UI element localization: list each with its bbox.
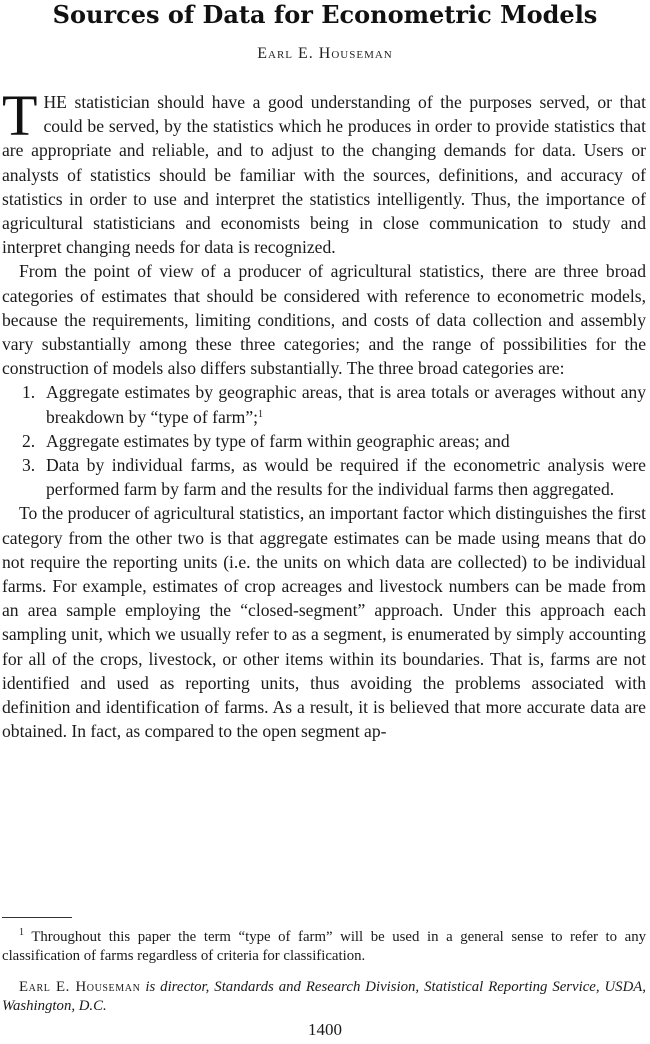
footnote-marker: 1 [19, 927, 24, 938]
drop-cap: T [2, 83, 38, 148]
footnote [2, 928, 646, 966]
paragraph-producer: To the producer of agricultural statistics, an important factor which distinguishes the first category from the other two is that aggregate estimates can be made using means that do not require the reporting units (i.e. the units on which data are collected) to be individual farms. For example, estimates of crop acreages and livestock numbers can be made from an area sample employing the “closed-segment” approach. Under this approach each sampling unit, which we usually refer to as a segment, is enumerated by simply accounting for all of the crops, livestock, or other items within its boundaries. That is, farms are not identified and used as reporting units, thus avoiding the problems associated with definition and identification of farms. As a result, it is believed that more accurate data are obtained. In fact, as compared to the open segment ap- [2, 503, 646, 742]
category-list [2, 380, 646, 501]
list-item-text: Data by individual farms, as would be required if the econometric analysis were performed farm by farm and the results for the individual farms then aggregated. [46, 455, 646, 500]
list-item-text: Aggregate estimates by geographic areas, that is area totals or averages without any breakdown by “type of farm”; [46, 382, 646, 427]
article-author: Earl E. Houseman [257, 45, 393, 62]
intro-paragraph [2, 83, 646, 259]
list-item [2, 429, 646, 453]
intro-text: HE statistician should have a good understanding of the purposes served, or that could be served, by the statistics which he produces in order to provide statistics that are appropriate and reliable, and to adjust to the changing demands for data. Users or analysts of statistics should be familiar with the sources, definitions, and accuracy of statistics in order to use and interpret the statistics intelligently. Thus, the importance of agricultural statisticians and economists being in close communication to study and interpret changing needs for data is recognized. [2, 92, 646, 258]
list-item-number: 2. [22, 430, 36, 451]
list-item [2, 453, 646, 501]
paragraph-categories-intro: From the point of view of a producer of agricultural statistics, there are three broad categories of estimates that should be considered with reference to econometric models, because the requirements, limiting conditions, and costs of data collection and assembly vary substantially among these three categories; and the range of possibilities for the construction of models also differs substantially. The three broad categories are: [2, 261, 646, 379]
list-item-number: 3. [22, 455, 36, 476]
article-title: Sources of Data for Econometric Models [52, 0, 598, 29]
list-item-text: Aggregate estimates by type of farm within geographic areas; and [46, 430, 510, 451]
affiliation-name: Earl E. Houseman [19, 979, 141, 995]
list-item-number: 1. [22, 382, 36, 403]
footnote-ref: 1 [258, 408, 264, 420]
list-item [2, 380, 646, 428]
footnote-text: Throughout this paper the term “type of farm” will be used in a general sense to refer to any classification of farms regardless of criteria for classification. [2, 929, 647, 964]
author-affiliation [2, 978, 646, 1016]
article-body [2, 83, 646, 743]
page-number: 1400 [308, 1020, 342, 1039]
affiliation-description: is director, Standards and Research Division, Statistical Reporting Service, USDA, Washington, D.C. [2, 979, 647, 1014]
footnote-divider [2, 917, 72, 918]
